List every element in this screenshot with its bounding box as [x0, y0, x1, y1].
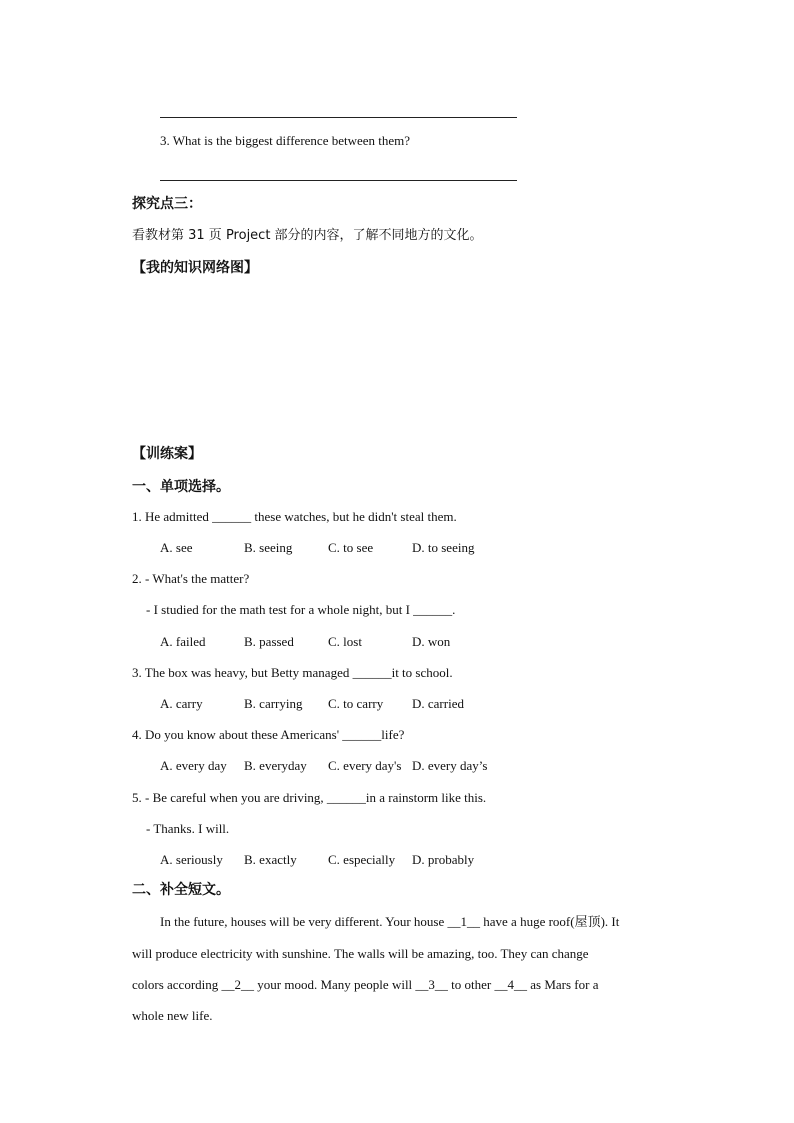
- q5-option-a: A. seriously: [160, 852, 223, 867]
- question-3: 3. What is the biggest difference between them?: [160, 133, 411, 148]
- q4-option-a: A. every day: [160, 758, 227, 773]
- section-heading-explore-3: 探究点三：: [132, 196, 202, 212]
- q1-option-b: B. seeing: [244, 540, 293, 555]
- q3-option-b: B. carrying: [244, 696, 303, 711]
- question-2-reply: - I studied for the math test for a whole night, but I ______.: [146, 602, 456, 617]
- passage-line-4: whole new life.: [132, 1008, 213, 1023]
- q1-option-a: A. see: [160, 540, 193, 555]
- q4-option-d: D. every day’s: [412, 758, 488, 773]
- answer-line-2: [160, 180, 517, 181]
- passage-line-3: colors according __2__ your mood. Many people will __3__ to other __4__ as Mars for a: [132, 977, 599, 992]
- q1-option-c: C. to see: [328, 540, 374, 555]
- question-2-stem: 2. - What's the matter?: [132, 571, 250, 586]
- question-5-reply: - Thanks. I will.: [146, 821, 230, 836]
- q3-option-a: A. carry: [160, 696, 203, 711]
- question-4-stem: 4. Do you know about these Americans' ______life?: [132, 727, 405, 742]
- q5-option-b: B. exactly: [244, 852, 297, 867]
- question-1-stem: 1. He admitted ______ these watches, but he didn't steal them.: [132, 509, 457, 524]
- passage-line-2: will produce electricity with sunshine. The walls will be amazing, too. They can change: [132, 946, 589, 961]
- q1-option-d: D. to seeing: [412, 540, 475, 555]
- q2-option-c: C. lost: [328, 634, 362, 649]
- q4-option-b: B. everyday: [244, 758, 307, 773]
- training-heading: 【训练案】: [132, 446, 202, 462]
- answer-line-1: [160, 117, 517, 118]
- q5-option-c: C. especially: [328, 852, 396, 867]
- q4-option-c: C. every day's: [328, 758, 402, 773]
- q3-option-d: D. carried: [412, 696, 464, 711]
- q2-option-d: D. won: [412, 634, 451, 649]
- q2-option-a: A. failed: [160, 634, 206, 649]
- q2-option-b: B. passed: [244, 634, 294, 649]
- explore-instruction: 看教材第 31 页 Project 部分的内容，了解不同地方的文化。: [132, 228, 483, 243]
- question-3-stem: 3. The box was heavy, but Betty managed ______it to school.: [132, 665, 453, 680]
- q5-option-d: D. probably: [412, 852, 475, 867]
- passage-line-1: In the future, houses will be very different. Your house __1__ have a huge roof(屋顶). It: [160, 914, 620, 929]
- q3-option-c: C. to carry: [328, 696, 384, 711]
- section-1-heading: 一、单项选择。: [132, 479, 230, 495]
- section-2-heading: 二、补全短文。: [132, 882, 230, 898]
- question-5-stem: 5. - Be careful when you are driving, ______in a rainstorm like this.: [132, 790, 487, 805]
- knowledge-map-heading: 【我的知识网络图】: [132, 260, 258, 276]
